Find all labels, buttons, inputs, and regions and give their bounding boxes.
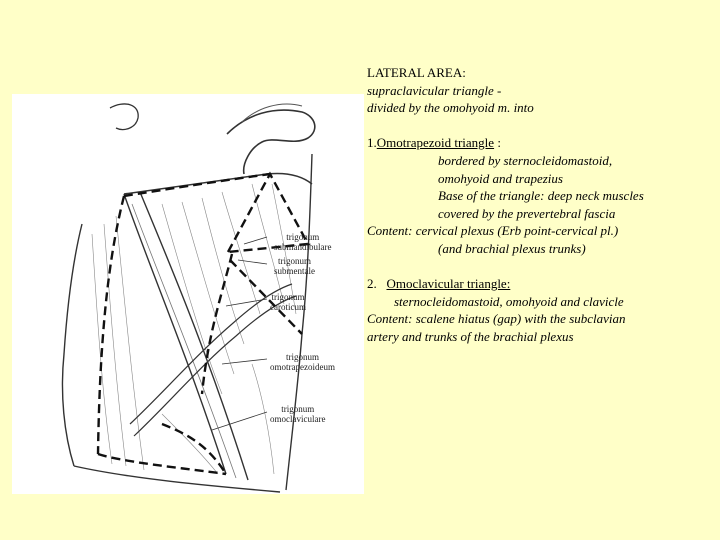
item-1-line-1: bordered by sternocleidomastoid,	[438, 152, 613, 168]
intro-line-1: supraclavicular triangle -	[367, 82, 502, 98]
label-line: trigonum	[285, 352, 319, 362]
neck-drawing	[12, 94, 364, 494]
item-1-title: Omotrapezoid triangle	[376, 135, 495, 151]
item-1-number: 1.	[367, 135, 377, 151]
item-1-heading	[367, 134, 712, 152]
item-1-line-2: omohyoid and trapezius	[438, 170, 563, 186]
item-1-line-4: covered by the prevertebral fascia	[438, 205, 616, 221]
neck-triangles-illustration	[12, 94, 364, 494]
label-trigonum-omotrapezoideum	[270, 352, 335, 372]
item-1-content-2: (and brachial plexus trunks)	[438, 240, 586, 256]
label-line: caroticum	[270, 302, 306, 312]
item-2-heading	[367, 275, 712, 293]
item-1-line-3: Base of the triangle: deep neck muscles	[438, 188, 644, 204]
intro-line-2: divided by the omohyoid m. into	[367, 100, 534, 116]
item-2-content-2: artery and trunks of the brachial plexus	[367, 328, 574, 344]
label-line: submentale	[274, 266, 315, 276]
spacer	[367, 258, 712, 276]
item-1-title-suffix: :	[494, 135, 501, 151]
label-line: trigonum	[271, 292, 305, 302]
label-trigonum-submentale	[274, 256, 315, 276]
item-2-line-1: sternocleidomastoid, omohyoid and clavicle	[394, 293, 624, 309]
label-trigonum-omoclaviculare	[270, 404, 325, 424]
item-2-content-1: Content: scalene hiatus (gap) with the subclavian	[367, 311, 626, 327]
item-2-number: 2.	[367, 276, 387, 292]
slide-text	[367, 64, 712, 346]
spacer	[367, 117, 712, 135]
label-line: omoclaviculare	[270, 414, 326, 424]
item-2-title: Omoclavicular triangle:	[386, 276, 511, 292]
item-1-content-1: Content: cervical plexus (Erb point-cervical pl.)	[367, 223, 619, 239]
heading: LATERAL AREA:	[367, 65, 466, 80]
label-line: submandibulare	[274, 242, 332, 252]
label-line: trigonum	[278, 256, 311, 266]
label-line: trigonum	[286, 232, 320, 242]
label-trigonum-submandibulare	[274, 232, 332, 252]
label-line: trigonum	[281, 404, 315, 414]
label-line: omotrapezoideum	[270, 362, 335, 372]
label-trigonum-caroticum	[270, 292, 306, 312]
